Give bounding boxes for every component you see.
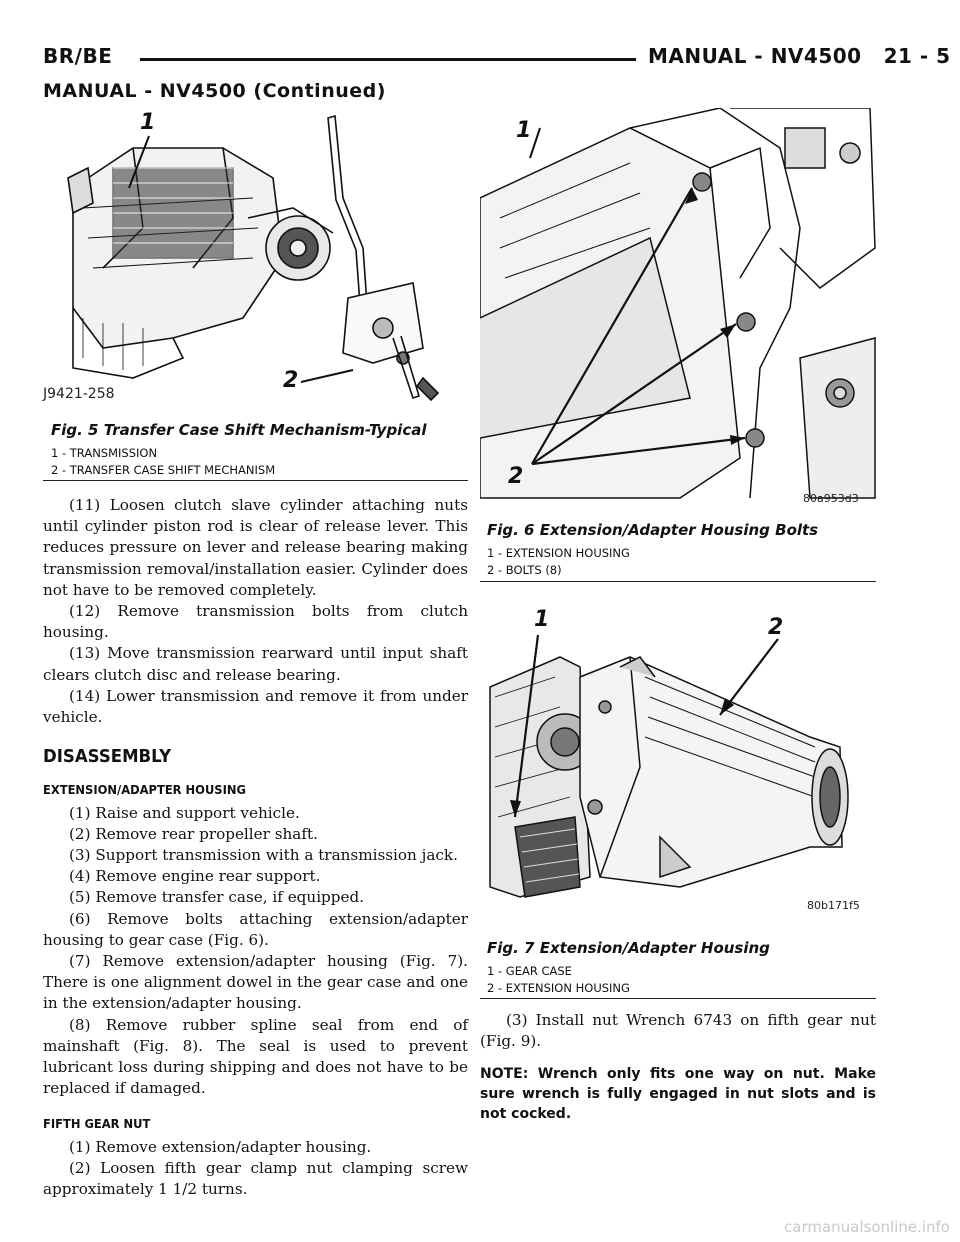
page-number: 21 - 5 — [883, 44, 951, 68]
ext-step-6: (6) Remove bolts attaching extension/adapter housing to gear case (Fig. 6). — [43, 909, 468, 949]
fig6-illustration — [480, 108, 876, 514]
header-section-title: MANUAL - NV4500 — [648, 44, 862, 68]
fig7-code: 80b171f5 — [807, 899, 860, 912]
fig7-illustration — [480, 597, 876, 927]
fig7-caption-title: Fig. 7 Extension/Adapter Housing — [487, 939, 770, 957]
heading-disassembly: DISASSEMBLY — [43, 746, 172, 768]
right-text-column — [480, 1010, 876, 1124]
fifth-step-2: (2) Loosen fifth gear clamp nut clamping screw approximately 1 1/2 turns. — [43, 1158, 468, 1199]
header-rule — [140, 58, 636, 61]
fig7-caption-item-1: 1 - GEAR CASE — [487, 964, 572, 978]
ext-step-7: (7) Remove extension/adapter housing (Fig. 7). There is one alignment dowel in the gear case and one in the extension/adapter housing. — [43, 952, 468, 1013]
fig5-caption-title: Fig. 5 Transfer Case Shift Mechanism-Typical — [51, 421, 427, 439]
fig5-callout-2: 2 — [283, 368, 299, 393]
fig6-caption-title: Fig. 6 Extension/Adapter Housing Bolts — [487, 521, 819, 539]
section-continued-title: MANUAL - NV4500 (Continued) — [43, 80, 386, 102]
fig7-caption-item-2: 2 - EXTENSION HOUSING — [487, 981, 630, 995]
ext-step-8: (8) Remove rubber spline seal from end of mainshaft (Fig. 8). The seal is used to prevent lubricant loss during shipping and does not have to be replaced if damaged. — [43, 1015, 468, 1098]
paragraph-step-14: (14) Lower transmission and remove it from under vehicle. — [43, 686, 468, 727]
fig6-callout-2: 2 — [508, 464, 524, 489]
fig5-callout-1: 1 — [140, 110, 156, 135]
ext-step-4: (4) Remove engine rear support. — [69, 867, 321, 886]
fig6-caption-rule — [480, 581, 876, 582]
ext-step-2: (2) Remove rear propeller shaft. — [69, 824, 318, 843]
left-text-column — [43, 495, 468, 1200]
note-wrench: NOTE: Wrench only fits one way on nut. Make sure wrench is fully engaged in nut slots and is not cocked. — [480, 1066, 876, 1123]
figure-6 — [480, 108, 876, 514]
heading-fifth-gear-nut: FIFTH GEAR NUT — [43, 1116, 151, 1132]
fig5-caption-item-2: 2 - TRANSFER CASE SHIFT MECHANISM — [51, 463, 276, 477]
fig5-code: J9421-258 — [43, 386, 115, 402]
paragraph-step-12: (12) Remove transmission bolts from clutch housing. — [43, 602, 468, 642]
watermark: carmanualsonline.info — [784, 1218, 950, 1236]
ext-step-3: (3) Support transmission with a transmission jack. — [69, 846, 458, 865]
figure-5 — [43, 108, 468, 413]
paragraph-step-13: (13) Move transmission rearward until input shaft clears clutch disc and release bearing. — [43, 644, 468, 684]
fig5-caption-item-1: 1 - TRANSMISSION — [51, 446, 158, 460]
fig6-callout-1: 1 — [516, 118, 532, 143]
header-model: BR/BE — [43, 44, 113, 68]
ext-step-1: (1) Raise and support vehicle. — [69, 803, 300, 822]
fig5-illustration — [43, 108, 468, 413]
ext-step-5: (5) Remove transfer case, if equipped. — [69, 888, 365, 907]
fig7-callout-1: 1 — [534, 607, 550, 632]
header-section — [648, 44, 951, 68]
figure-7 — [480, 597, 876, 927]
fig7-caption-rule — [480, 998, 876, 999]
heading-extension-adapter-housing: EXTENSION/ADAPTER HOUSING — [43, 782, 246, 798]
fig6-caption-item-1: 1 - EXTENSION HOUSING — [487, 546, 630, 560]
fig5-caption-rule — [43, 480, 468, 481]
fig7-callout-2: 2 — [768, 615, 784, 640]
fifth-step-1: (1) Remove extension/adapter housing. — [69, 1137, 372, 1156]
paragraph-step-11: (11) Loosen clutch slave cylinder attaching nuts until cylinder piston rod is clear of release lever. This reduces pressure on lever and release bearing making transmission removal/installation easier. Cylinder does not have to be removed completely. — [43, 496, 468, 599]
right-step-3: (3) Install nut Wrench 6743 on fifth gear nut (Fig. 9). — [480, 1011, 876, 1051]
fig6-caption-item-2: 2 - BOLTS (8) — [487, 563, 562, 577]
fig6-code: 80a953d3 — [803, 492, 859, 505]
